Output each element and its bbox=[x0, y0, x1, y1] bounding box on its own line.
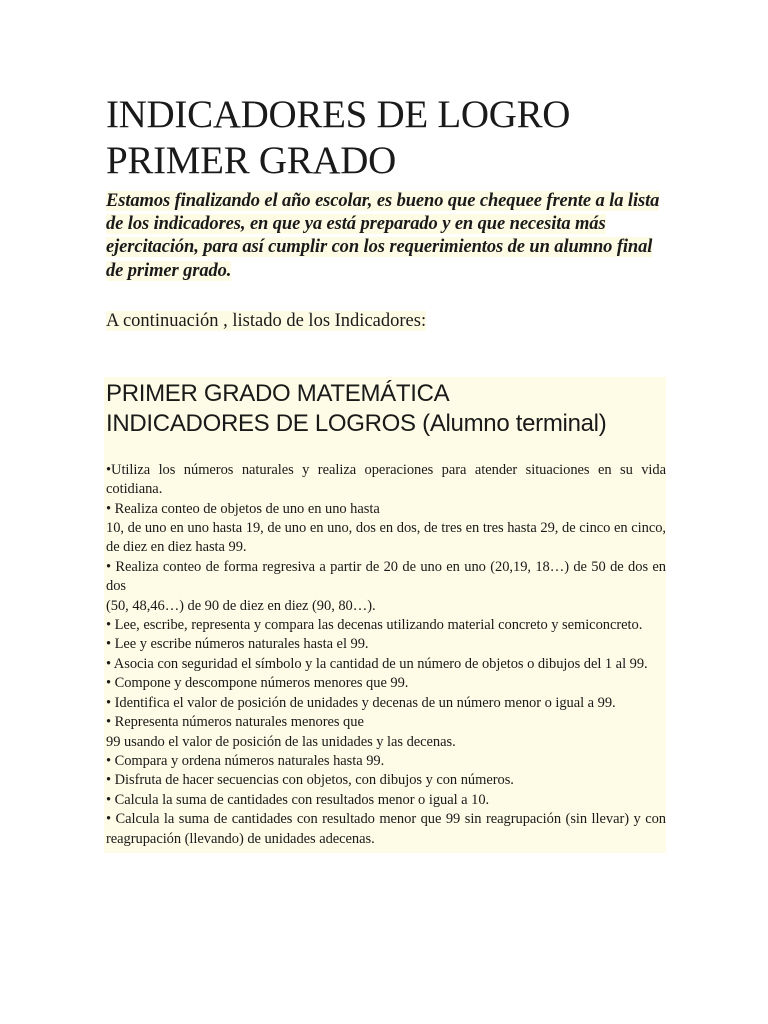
intro-paragraph bbox=[106, 190, 664, 283]
section-title-line-2: INDICADORES DE LOGROS (Alumno terminal) bbox=[106, 409, 607, 437]
indicator-list bbox=[106, 461, 666, 849]
math-indicators-section bbox=[104, 377, 666, 853]
continuation-paragraph bbox=[106, 309, 664, 333]
indicator-item: • Calcula la suma de cantidades con resultado menor que 99 sin reagrupación (sin llevar) y con reagrupación (llevando) de unidades adecenas. bbox=[106, 811, 666, 847]
document-page bbox=[106, 92, 664, 853]
indicator-item: • Representa números naturales menores que bbox=[106, 714, 364, 731]
intro-text: Estamos finalizando el año escolar, es bueno que chequee frente a la lista de los indicadores, en que ya está preparado y en que necesita más ejercitación, para así cumplir con los requerimientos de un alumno final de primer grado. bbox=[106, 191, 660, 281]
indicator-item: 99 usando el valor de posición de las unidades y las decenas. bbox=[106, 733, 456, 750]
indicator-item: • Asocia con seguridad el símbolo y la cantidad de un número de objetos o dibujos del 1 al 99. bbox=[106, 655, 648, 672]
section-title bbox=[106, 379, 666, 439]
document-title bbox=[106, 92, 664, 184]
indicator-item: (50, 48,46…) de 90 de diez en diez (90, 80…). bbox=[106, 597, 376, 614]
section-title-line-1: PRIMER GRADO MATEMÁTICA bbox=[106, 379, 450, 407]
indicator-item: • Disfruta de hacer secuencias con objetos, con dibujos y con números. bbox=[106, 772, 514, 789]
continuation-text: A continuación , listado de los Indicadores: bbox=[106, 310, 427, 331]
indicator-item: • Identifica el valor de posición de unidades y decenas de un número menor o igual a 99. bbox=[106, 694, 616, 711]
indicator-item: • Compara y ordena números naturales hasta 99. bbox=[106, 752, 385, 769]
indicator-item: 10, de uno en uno hasta 19, de uno en uno, dos en dos, de tres en tres hasta 29, de cinco en cinco, de diez en diez hasta 99. bbox=[106, 520, 666, 556]
indicator-item: •Utiliza los números naturales y realiza operaciones para atender situaciones en su vida cotidiana. bbox=[106, 461, 666, 498]
indicator-item: • Lee, escribe, representa y compara las decenas utilizando material concreto y semiconcreto. bbox=[106, 617, 643, 634]
indicator-item: • Realiza conteo de objetos de uno en uno hasta bbox=[106, 500, 380, 517]
title-line-1: INDICADORES DE LOGRO bbox=[106, 93, 571, 136]
indicator-item: • Lee y escribe números naturales hasta el 99. bbox=[106, 636, 369, 653]
title-line-2: PRIMER GRADO bbox=[106, 139, 397, 182]
indicator-item: • Realiza conteo de forma regresiva a partir de 20 de uno en uno (20,19, 18…) de 50 de dos en dos bbox=[106, 558, 666, 595]
indicator-item: • Calcula la suma de cantidades con resultados menor o igual a 10. bbox=[106, 791, 490, 808]
indicator-item: • Compone y descompone números menores que 99. bbox=[106, 675, 409, 692]
